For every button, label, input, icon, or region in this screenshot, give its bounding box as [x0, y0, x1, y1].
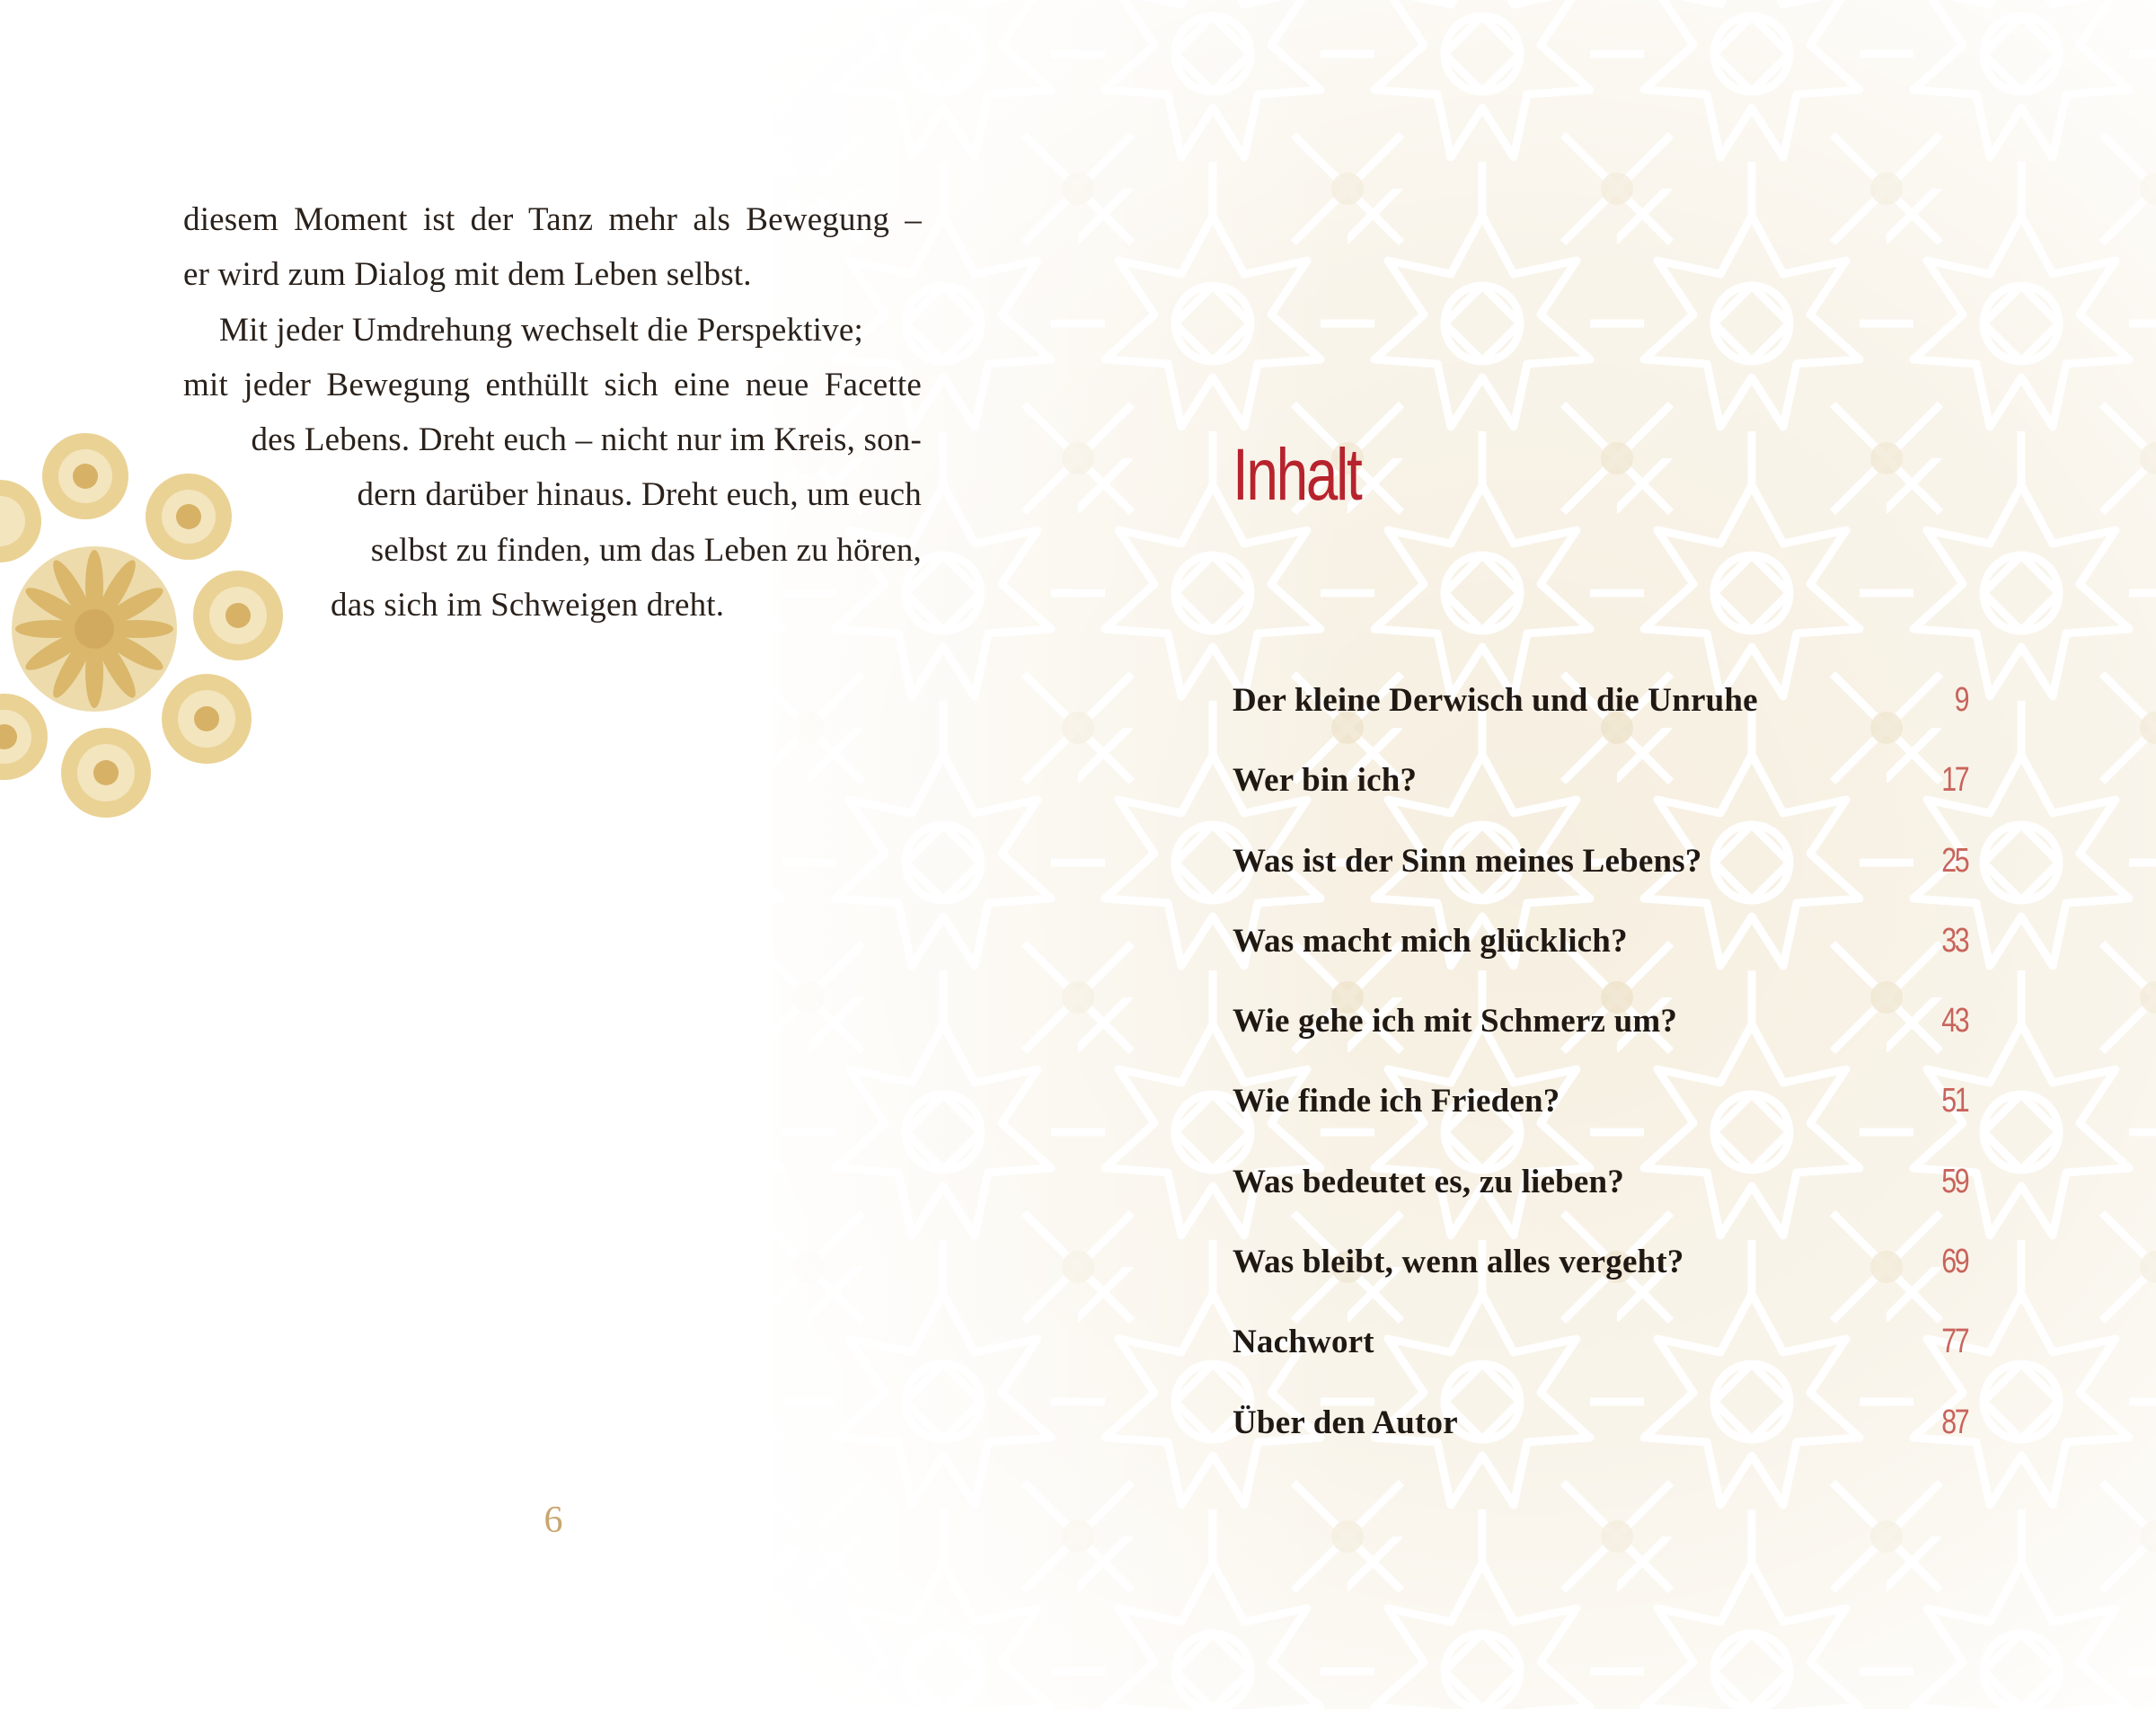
body-line: des Lebens. Dreht euch – nicht nur im Kreis, son- — [251, 421, 922, 459]
toc-entry-label: Was macht mich glücklich? — [1233, 922, 1628, 960]
toc-entry-label: Was ist der Sinn meines Lebens? — [1233, 842, 1702, 880]
toc-entry-page: 17 — [1940, 761, 1967, 800]
toc-entry[interactable] — [1233, 1002, 1967, 1082]
toc-entry[interactable] — [1233, 1163, 1967, 1243]
toc-entry-page: 51 — [1940, 1082, 1967, 1120]
toc-entry-label: Der kleine Derwisch und die Unruhe — [1233, 682, 1758, 719]
toc-entry-label: Was bleibt, wenn alles vergeht? — [1233, 1244, 1684, 1281]
body-line: Mit jeder Umdrehung wechselt die Perspektive; — [219, 311, 863, 349]
toc-entry-label: Nachwort — [1233, 1324, 1374, 1361]
toc-entry[interactable] — [1233, 1243, 1967, 1323]
toc-entry-label: Über den Autor — [1233, 1404, 1458, 1441]
body-line: er wird zum Dialog mit dem Leben selbst. — [183, 256, 752, 294]
toc-entry-page: 77 — [1940, 1323, 1967, 1361]
toc-entry[interactable] — [1233, 1323, 1967, 1403]
toc-entry[interactable] — [1233, 1082, 1967, 1162]
toc-entry-label: Was bedeutet es, zu lieben? — [1233, 1163, 1625, 1200]
toc-entry-label: Wer bin ich? — [1233, 762, 1418, 800]
body-line: mit jeder Bewegung enthüllt sich eine neue Facette — [183, 366, 922, 403]
body-line: diesem Moment ist der Tanz mehr als Bewegung – — [183, 201, 922, 238]
body-line: selbst zu finden, um das Leben zu hören, — [370, 531, 922, 569]
toc-entry-page: 87 — [1940, 1403, 1967, 1441]
body-line: das sich im Schweigen dreht. — [331, 587, 725, 624]
toc-entry-page: 43 — [1940, 1002, 1967, 1040]
body-text — [183, 192, 922, 633]
toc-entry[interactable] — [1233, 842, 1967, 922]
toc-entry-page: 59 — [1940, 1162, 1967, 1200]
table-of-contents — [1233, 681, 1967, 1483]
toc-entry[interactable] — [1233, 681, 1967, 761]
toc-entry-page: 33 — [1940, 921, 1967, 960]
toc-entry-label: Wie gehe ich mit Schmerz um? — [1233, 1003, 1678, 1040]
toc-entry[interactable] — [1233, 761, 1967, 841]
toc-title: Inhalt — [1233, 434, 1361, 516]
body-line: dern darüber hinaus. Dreht euch, um euch — [357, 476, 922, 514]
toc-entry[interactable] — [1233, 1404, 1967, 1483]
toc-entry-page: 9 — [1954, 681, 1967, 719]
page-number: 6 — [543, 1500, 563, 1541]
toc-entry[interactable] — [1233, 922, 1967, 1002]
toc-entry-page: 69 — [1940, 1243, 1967, 1281]
toc-entry-page: 25 — [1940, 841, 1967, 880]
toc-entry-label: Wie finde ich Frieden? — [1233, 1083, 1560, 1120]
